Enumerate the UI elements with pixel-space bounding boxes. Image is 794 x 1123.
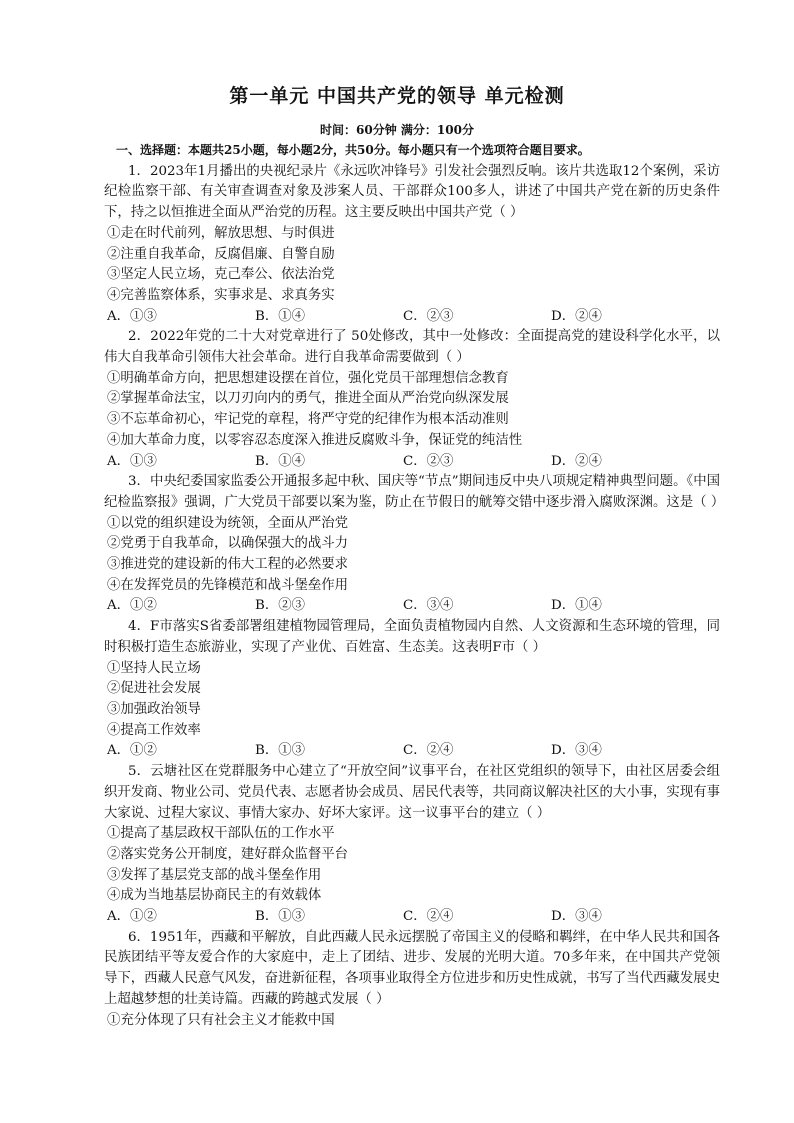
question-3 xyxy=(104,472,725,617)
choice-d[interactable]: D．②④ xyxy=(551,308,602,324)
statement-2: ②促进社会发展 xyxy=(107,681,201,697)
choice-b[interactable]: B．①③ xyxy=(255,909,306,925)
statement-1: ①坚持人民立场 xyxy=(107,660,201,676)
exam-content xyxy=(104,140,725,1031)
choice-a[interactable]: A．①② xyxy=(107,909,157,925)
choice-d[interactable]: D．③④ xyxy=(551,909,602,925)
choice-a[interactable]: A．①③ xyxy=(107,453,157,469)
choice-c[interactable]: C．②④ xyxy=(403,743,454,759)
statement-4: ④成为当地基层协商民主的有效载体 xyxy=(107,888,322,904)
statement-4: ④加大革命力度，以零容忍态度深入推进反腐败斗争，保证党的纯洁性 xyxy=(107,432,523,448)
choice-b[interactable]: B．①③ xyxy=(255,743,306,759)
question-stem: 4．F市落实S省委部署组建植物园管理局，全面负责植物园内自然、人文资源和生态环境的管理，同时积极打造生态旅游业，实现了产业优、百姓富、生态美。这表明F市（ ） xyxy=(104,619,720,655)
statement-2: ②注重自我革命，反腐倡廉、自警自励 xyxy=(107,246,335,262)
exam-title: 第一单元 中国共产党的领导 单元检测 xyxy=(229,85,565,107)
choice-a[interactable]: A．①③ xyxy=(107,308,157,324)
statement-4: ④在发挥党员的先锋模范和战斗堡垒作用 xyxy=(107,577,349,593)
statement-1: ①以党的组织建设为统领，全面从严治党 xyxy=(107,515,349,531)
answer-choices xyxy=(107,907,720,928)
section-heading: 一、选择题：本题共25小题，每小题2分，共50分。每小题只有一个选项符合题目要求。 xyxy=(116,143,590,157)
choice-c[interactable]: C．②③ xyxy=(403,453,454,469)
statement-3: ③坚定人民立场，克己奉公、依法治党 xyxy=(107,267,335,283)
statement-2: ②落实党务公开制度，建好群众监督平台 xyxy=(107,846,349,862)
choice-c[interactable]: C．③④ xyxy=(403,598,454,614)
choice-d[interactable]: D．③④ xyxy=(551,743,602,759)
question-stem: 1．2023年1月播出的央视纪录片《永远吹冲锋号》引发社会强烈反响。该片共选取12个案例，采访纪检监察干部、有关审查调查对象及涉案人员、干部群众100多人，讲述了中国共产党在新的历史条件下，持之以恒推进全面从严治党的历程。这主要反映出中国共产党（ ） xyxy=(104,163,720,221)
question-4 xyxy=(104,617,720,762)
statement-3: ③推进党的建设新的伟大工程的必然要求 xyxy=(107,557,349,573)
choice-b[interactable]: B．②③ xyxy=(255,598,306,614)
question-1 xyxy=(104,162,720,328)
statement-1: ①明确革命方向，把思想建设摆在首位，强化党员干部理想信念教育 xyxy=(107,370,509,386)
choice-c[interactable]: C．②③ xyxy=(403,308,454,324)
statement-4: ④完善监察体系，实事求是、求真务实 xyxy=(107,287,335,303)
question-5 xyxy=(104,762,720,928)
answer-choices xyxy=(107,741,720,762)
choice-d[interactable]: D．①④ xyxy=(551,598,602,614)
statement-1: ①充分体现了只有社会主义才能救中国 xyxy=(107,1012,335,1028)
choice-b[interactable]: B．①④ xyxy=(255,453,306,469)
exam-meta: 时间：60分钟 满分：100分 xyxy=(320,123,474,137)
statement-1: ①走在时代前列，解放思想、与时俱进 xyxy=(107,225,335,241)
statement-2: ②党勇于自我革命，以确保强大的战斗力 xyxy=(107,536,349,552)
choice-a[interactable]: A．①② xyxy=(107,598,157,614)
choice-d[interactable]: D．②④ xyxy=(551,453,602,469)
question-stem: 5．云塘社区在党群服务中心建立了“开放空间”议事平台，在社区党组织的领导下，由社区居委会组织开发商、物业公司、党员代表、志愿者协会成员、居民代表等，共同商议解决社区的大小事，实现有事大家说、过程大家议、事情大家办、好坏大家评。这一议事平台的建立（ ） xyxy=(104,764,720,821)
question-stem: 3．中央纪委国家监委公开通报多起中秋、国庆等“节点”期间违反中央八项规定精神典型问题。《中国纪检监察报》强调，广大党员干部要以案为鉴，防止在节假日的觥筹交错中逐步滑入腐败深渊。这是（ ） xyxy=(104,474,725,510)
statement-4: ④提高工作效率 xyxy=(107,722,201,738)
statement-3: ③发挥了基层党支部的战斗堡垒作用 xyxy=(107,867,322,883)
choice-a[interactable]: A．①② xyxy=(107,743,157,759)
statement-2: ②掌握革命法宝，以刀刃向内的勇气，推进全面从严治党向纵深发展 xyxy=(107,391,509,407)
question-2 xyxy=(104,327,720,472)
choice-b[interactable]: B．①④ xyxy=(255,308,306,324)
question-stem: 2．2022年党的二十大对党章进行了 50处修改，其中一处修改：全面提高党的建设科学化水平，以伟大自我革命引领伟大社会革命。进行自我革命需要做到（ ） xyxy=(104,329,720,366)
question-stem: 6．1951年，西藏和平解放，自此西藏人民永远摆脱了帝国主义的侵略和羁绊，在中华人民共和国各民族团结平等友爱合作的大家庭中，走上了团结、进步、发展的光明大道。70多年来，在中国共产党领导下，西藏人民意气风发，奋进新征程，各项事业取得全方位进步和历史性成就，书写了当代西藏发展史上超越梦想的壮美诗篇。西藏的跨越式发展（ ） xyxy=(104,929,720,1007)
answer-choices xyxy=(107,596,720,617)
statement-3: ③不忘革命初心，牢记党的章程，将严守党的纪律作为根本活动准则 xyxy=(107,412,509,428)
choice-c[interactable]: C．②④ xyxy=(403,909,454,925)
answer-choices xyxy=(107,452,720,473)
answer-choices xyxy=(107,307,720,328)
statement-3: ③加强政治领导 xyxy=(107,701,201,717)
question-6 xyxy=(104,928,720,1032)
statement-1: ①提高了基层政权干部队伍的工作水平 xyxy=(107,826,335,842)
